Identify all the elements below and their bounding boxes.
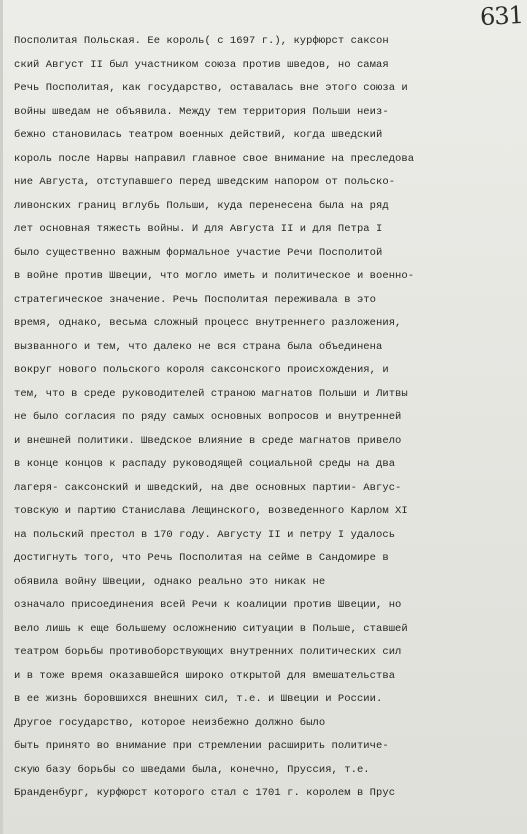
text-line: Другое государство, которое неизбежно должно было bbox=[14, 716, 326, 729]
text-line: на польский престол в 170 году. Августу II и петру I удалось bbox=[14, 528, 396, 541]
text-line: бежно становилась театром военных действий, когда шведский bbox=[14, 129, 383, 141]
text-line: в ее жизнь боровшихся внешних сил, т.е. и Швеции и России. bbox=[14, 693, 383, 705]
text-line: Речь Посполитая, как государство, оставалась вне этого союза и bbox=[14, 82, 408, 94]
text-line: и в тоже время оказавшейся широко открытой для вмешательства bbox=[14, 669, 396, 682]
text-line: не было согласия по ряду самых основных вопросов и внутренней bbox=[14, 411, 402, 423]
text-line: войны шведам не объявила. Между тем территория Польши неиз- bbox=[14, 105, 389, 118]
text-line: лет основная тяжесть войны. И для Августа II и для Петра I bbox=[14, 223, 383, 235]
text-line: в войне против Швеции, что могло иметь и политическое и военно- bbox=[14, 270, 415, 282]
text-line: Посполитая Польская. Ее король( с 1697 г.), курфюрст саксон bbox=[14, 35, 389, 47]
text-line: в конце концов к распаду руководящей социальной среды на два bbox=[14, 458, 396, 470]
text-line: Бранденбург, курфюрст которого стал с 1701 г. королем в Прус bbox=[14, 787, 396, 799]
text-line: стратегическое значение. Речь Посполитая переживала в это bbox=[14, 293, 377, 306]
text-line: театром борьбы противоборствующих внутренних политических сил bbox=[14, 646, 402, 658]
text-line: тем, что в среде руководителей страною магнатов Польши и Литвы bbox=[14, 387, 408, 400]
text-line: ливонских границ вглубь Польши, куда перенесена была на ряд bbox=[14, 199, 389, 212]
text-line: ский Август II был участником союза против шведов, но самая bbox=[14, 58, 389, 71]
text-line: ние Августа, отступавшего перед шведским напором от польско- bbox=[14, 176, 396, 188]
text-line: достигнуть того, что Речь Посполитая на сейме в Сандомире в bbox=[14, 552, 389, 564]
text-line: обявила войну Швеции, однако реально это никак не bbox=[14, 575, 326, 588]
text-line: товскую и партию Станислава Лещинского, возведенного Карлом XI bbox=[14, 505, 408, 517]
text-line: король после Нарвы направил главное свое внимание на преследова bbox=[14, 152, 415, 165]
text-line: вызванного и тем, что далеко не вся страна была объединена bbox=[14, 340, 383, 353]
text-line: было существенно важным формальное участие Речи Посполитой bbox=[14, 246, 383, 259]
text-line: вело лишь к еще большему осложнению ситуации в Польше, ставшей bbox=[14, 622, 408, 635]
page-edge bbox=[0, 0, 3, 834]
text-line: время, однако, весьма сложный процесс внутреннего разложения, bbox=[14, 317, 402, 329]
page-number: 631 bbox=[479, 0, 524, 32]
typewritten-text bbox=[14, 30, 518, 806]
text-line: означало присоединения всей Речи к коалиции против Швеции, но bbox=[14, 599, 402, 611]
text-line: быть принято во внимание при стремлении расширить политиче- bbox=[14, 740, 389, 752]
text-line: и внешней политики. Шведское влияние в среде магнатов привело bbox=[14, 434, 402, 447]
text-line: вокруг нового польского короля саксонского происхождения, и bbox=[14, 364, 389, 376]
text-line: лагеря- саксонский и шведский, на две основных партии- Авгус- bbox=[14, 481, 402, 494]
text-line: скую базу борьбы со шведами была, конечно, Пруссия, т.е. bbox=[14, 763, 370, 776]
